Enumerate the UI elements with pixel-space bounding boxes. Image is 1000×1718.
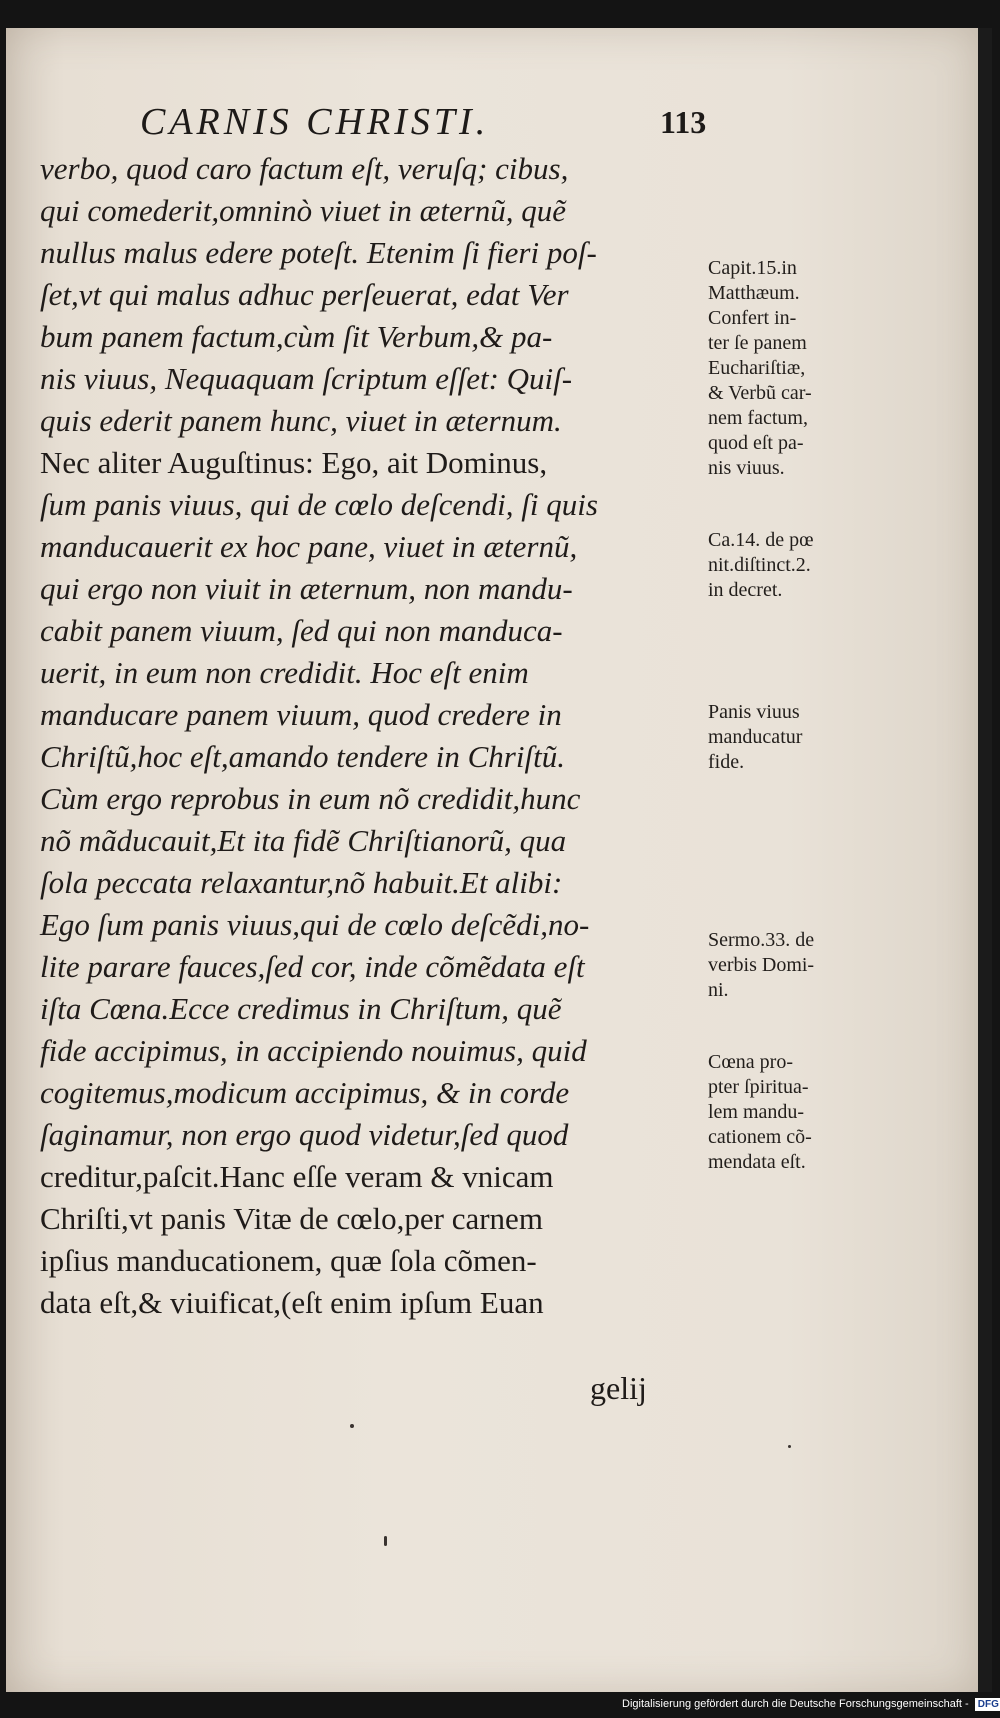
- marginal-note: [708, 928, 908, 1003]
- marginal-note: [708, 700, 908, 775]
- text-line: manducare panem viuum, quod credere in: [40, 697, 562, 732]
- marginal-note-line: Confert in-: [708, 307, 797, 329]
- text-line: uerit, in eum non credidit. Hoc eſt enim: [40, 655, 529, 690]
- text-line: manducauerit ex hoc pane, viuet in æternũ,: [40, 529, 578, 564]
- text-line: ſet,vt qui malus adhuc perſeuerat, edat Ver: [40, 277, 569, 312]
- page-edge-shadow: [978, 28, 992, 1692]
- marginal-note-line: ni.: [708, 979, 729, 1001]
- text-line: qui comederit,omninò viuet in æternũ, quẽ: [40, 193, 567, 228]
- marginal-note-line: quod eſt pa-: [708, 432, 804, 454]
- marginal-note-line: nem factum,: [708, 407, 808, 429]
- marginal-note-line: Euchariſtiæ,: [708, 357, 806, 379]
- text-line: qui ergo non viuit in æternum, non mandu-: [40, 571, 573, 606]
- text-line: fide accipimus, in accipiendo nouimus, quid: [40, 1033, 587, 1068]
- paper-speck: [384, 1536, 387, 1546]
- text-line: Ego ſum panis viuus,qui de cœlo deſcẽdi,no-: [40, 907, 590, 942]
- text-line: bum panem factum,cùm ſit Verbum,& pa-: [40, 319, 553, 354]
- dfg-logo: DFG: [975, 1698, 1000, 1711]
- text-line: Chriſti,vt panis Vitæ de cœlo,per carnem: [40, 1201, 543, 1236]
- marginal-note-line: pter ſpiritua-: [708, 1076, 809, 1098]
- marginal-note-line: fide.: [708, 751, 745, 773]
- text-line: cogitemus,modicum accipimus, & in corde: [40, 1075, 570, 1110]
- text-line: nullus malus edere poteſt. Etenim ſi fieri poſ-: [40, 235, 597, 270]
- text-line: nis viuus, Nequaquam ſcriptum eſſet: Quiſ-: [40, 361, 573, 396]
- text-line: cabit panem viuum, ſed qui non manduca-: [40, 613, 563, 648]
- paper-speck: [788, 1445, 791, 1448]
- text-line: Nec aliter Auguſtinus: Ego, ait Dominus,: [40, 445, 548, 480]
- marginal-note-line: nis viuus.: [708, 457, 785, 479]
- marginal-note-line: ter ſe panem: [708, 332, 807, 354]
- marginal-note-line: Capit.15.in: [708, 257, 797, 279]
- page-number: 113: [660, 104, 707, 140]
- marginal-note-line: in decret.: [708, 579, 783, 601]
- marginal-note-line: Sermo.33. de: [708, 929, 815, 951]
- text-line: verbo, quod caro factum eſt, veruſq; cibus,: [40, 151, 569, 186]
- marginal-note-line: mendata eſt.: [708, 1151, 806, 1173]
- paper-speck: [350, 1424, 354, 1428]
- text-line: creditur,paſcit.Hanc eſſe veram & vnicam: [40, 1159, 554, 1194]
- running-head-title: CARNIS CHRISTI.: [140, 101, 490, 143]
- digitization-credit: [622, 1694, 999, 1714]
- text-line: ſola peccata relaxantur,nõ habuit.Et alibi:: [40, 865, 563, 900]
- text-line: Chriſtũ,hoc eſt,amando tendere in Chriſtũ.: [40, 739, 565, 774]
- main-text-block: [40, 148, 720, 1324]
- marginal-note-line: nit.diſtinct.2.: [708, 554, 811, 576]
- catchword: gelij: [590, 1370, 647, 1406]
- text-line: iſta Cœna.Ecce credimus in Chriſtum, quẽ: [40, 991, 562, 1026]
- running-head: [140, 100, 940, 150]
- marginal-note-line: Matthæum.: [708, 282, 800, 304]
- text-line: data eſt,& viuificat,(eſt enim ipſum Euan: [40, 1285, 544, 1320]
- marginal-note: [708, 1050, 908, 1175]
- marginal-note-line: Cœna pro-: [708, 1051, 793, 1073]
- marginal-note-line: cationem cõ-: [708, 1126, 812, 1148]
- marginal-note-line: Ca.14. de pœ: [708, 529, 814, 551]
- marginal-note-line: manducatur: [708, 726, 803, 748]
- digitization-credit-text: Digitalisierung gefördert durch die Deutsche Forschungsgemeinschaft -: [622, 1698, 969, 1710]
- marginal-note-line: verbis Domi-: [708, 954, 815, 976]
- marginal-note-line: & Verbũ car-: [708, 382, 812, 404]
- text-line: ſaginamur, non ergo quod videtur,ſed quod: [40, 1117, 569, 1152]
- marginal-note: [708, 256, 908, 481]
- text-line: ſum panis viuus, qui de cœlo deſcendi, ſi quis: [40, 487, 598, 522]
- text-line: Cùm ergo reprobus in eum nõ credidit,hunc: [40, 781, 581, 816]
- text-line: lite parare fauces,ſed cor, inde cõmẽdata eſt: [40, 949, 585, 984]
- text-line: ipſius manducationem, quæ ſola cõmen-: [40, 1243, 537, 1278]
- marginal-note-line: Panis viuus: [708, 701, 800, 723]
- marginal-note-line: lem mandu-: [708, 1101, 805, 1123]
- text-line: quis ederit panem hunc, viuet in æternum.: [40, 403, 562, 438]
- marginal-note: [708, 528, 908, 603]
- text-line: nõ mãducauit,Et ita fidẽ Chriſtianorũ, qua: [40, 823, 567, 858]
